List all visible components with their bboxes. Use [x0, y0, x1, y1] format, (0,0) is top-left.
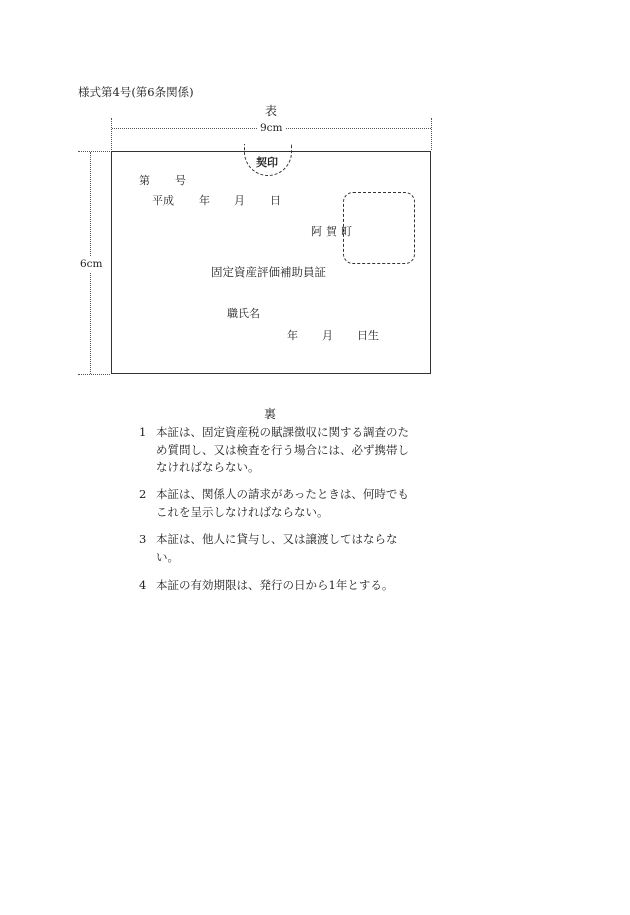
height-dimension-tick-top — [78, 151, 110, 152]
rule-item — [139, 486, 411, 521]
width-dimension-label: 9cm — [260, 122, 283, 134]
rule-text: 本証は、固定資産税の賦課徴収に関する調査のため質問し、又は検査を行う場合には、必ず携帯しなければならない。 — [156, 425, 409, 474]
rule-number: 1 — [139, 425, 147, 439]
birth-year-unit: 年 — [287, 329, 298, 342]
number-suffix: 号 — [175, 174, 186, 187]
rule-item — [139, 577, 411, 595]
back-side-label: 裏 — [264, 407, 277, 421]
rule-number: 3 — [139, 532, 147, 546]
issue-month-unit: 月 — [234, 194, 245, 207]
job-name-label: 職氏名 — [227, 307, 260, 320]
front-side-label: 表 — [265, 104, 278, 118]
issue-day-unit: 日 — [270, 194, 281, 207]
rule-item — [139, 531, 411, 566]
rule-number: 2 — [139, 487, 147, 501]
number-prefix: 第 — [139, 174, 150, 187]
width-dimension-tick-right — [431, 118, 432, 150]
birth-day-unit: 日生 — [357, 329, 379, 342]
birth-month-unit: 月 — [322, 329, 333, 342]
issuer-name: 阿賀町 — [311, 225, 356, 238]
rule-number: 4 — [139, 578, 147, 592]
rule-text: 本証は、関係人の請求があったときは、何時でもこれを呈示しなければならない。 — [156, 487, 409, 519]
height-dimension-tick-bottom — [78, 374, 110, 375]
rule-text: 本証は、他人に貸与し、又は譲渡してはならない。 — [156, 532, 398, 564]
rule-item — [139, 424, 411, 477]
seal-label: 契印 — [256, 156, 278, 169]
height-dimension-label: 6cm — [80, 258, 103, 270]
issue-era: 平成 — [152, 194, 174, 207]
issue-year-unit: 年 — [199, 194, 210, 207]
rule-text: 本証の有効期限は、発行の日から1年とする。 — [156, 578, 394, 592]
width-dimension-tick-left — [111, 118, 112, 150]
form-title: 様式第4号(第6条関係) — [78, 85, 194, 99]
card-title: 固定資産評価補助員証 — [211, 265, 326, 279]
